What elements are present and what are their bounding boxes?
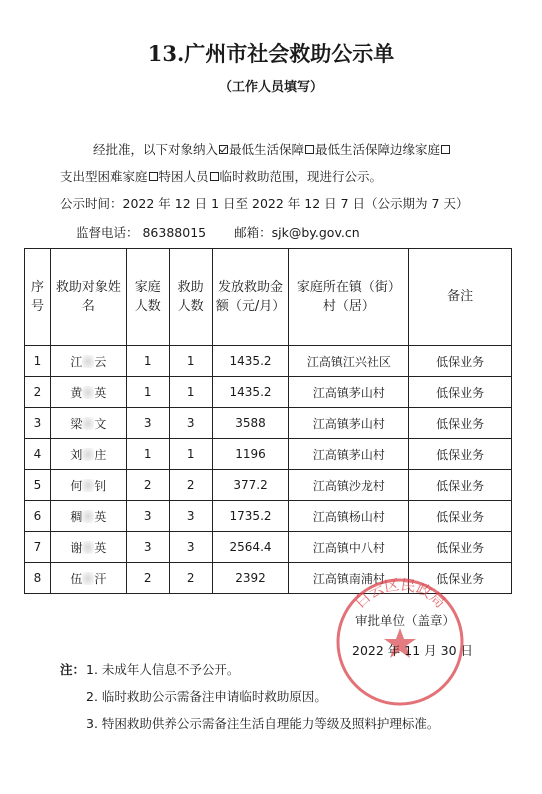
aid-amount: 2392 xyxy=(212,563,289,594)
family-count: 1 xyxy=(126,346,169,377)
option-label: 最低生活保障边缘家庭 xyxy=(315,142,441,157)
phone-text: 监督电话： 86388015 xyxy=(76,225,207,240)
redacted-mark xyxy=(82,479,94,492)
table-row xyxy=(25,408,512,439)
note-item: 1. 未成年人信息不予公开。 xyxy=(86,662,240,677)
village: 江高镇茅山村 xyxy=(289,377,409,408)
aided-count: 3 xyxy=(169,408,212,439)
family-count: 1 xyxy=(126,439,169,470)
village: 江高镇茅山村 xyxy=(289,439,409,470)
email-text: 邮箱：sjk@by.gov.cn xyxy=(234,225,360,240)
header-cell: 救助对象姓名 xyxy=(50,249,126,346)
aid-amount: 2564.4 xyxy=(212,532,289,563)
name-part: 云 xyxy=(94,354,107,369)
page-title: 13.广州市社会救助公示单 xyxy=(147,41,395,66)
aid-amount: 1735.2 xyxy=(212,501,289,532)
note-item: 3. 特困救助供养公示需备注生活自理能力等级及照料护理标准。 xyxy=(86,716,440,731)
family-count: 2 xyxy=(126,470,169,501)
note-item: 2. 临时救助公示需备注申请临时救助原因。 xyxy=(86,689,327,704)
name-part: 钊 xyxy=(94,478,107,493)
svg-text:白云区民政局: 白云区民政局 xyxy=(350,575,450,612)
name-part: 英 xyxy=(94,385,107,400)
recipient-name xyxy=(50,346,126,377)
name-part: 刘 xyxy=(70,447,83,462)
family-count: 3 xyxy=(126,501,169,532)
name-part: 江 xyxy=(70,354,83,369)
recipient-name xyxy=(50,470,126,501)
remark: 低保业务 xyxy=(409,563,512,594)
table-row xyxy=(25,377,512,408)
table-row xyxy=(25,470,512,501)
remark: 低保业务 xyxy=(409,377,512,408)
family-count: 2 xyxy=(126,563,169,594)
table-row xyxy=(25,532,512,563)
table-row xyxy=(25,501,512,532)
table-header-row xyxy=(25,249,512,346)
redacted-mark xyxy=(82,541,94,554)
publicity-period: 公示时间：2022 年 12 日 1 日至 2022 年 12 日 7 日（公示期为 7 天） xyxy=(60,196,469,211)
family-count: 1 xyxy=(126,377,169,408)
table-row xyxy=(25,439,512,470)
intro-text: 经批准，以下对象纳入 xyxy=(93,142,219,157)
name-part: 英 xyxy=(94,540,107,555)
name-part: 文 xyxy=(94,416,107,431)
option-label: 临时救助范围，现进行公示。 xyxy=(219,169,383,184)
intro-line-2 xyxy=(60,167,382,185)
checkbox-icon xyxy=(441,145,450,154)
name-part: 汗 xyxy=(94,571,107,586)
header-cell: 序号 xyxy=(25,249,51,346)
checkbox-icon xyxy=(149,172,158,181)
redacted-mark xyxy=(82,510,94,523)
village: 江高镇茅山村 xyxy=(289,408,409,439)
redacted-mark xyxy=(82,572,94,585)
aid-amount: 377.2 xyxy=(212,470,289,501)
recipient-name xyxy=(50,532,126,563)
aided-count: 3 xyxy=(169,501,212,532)
aid-amount: 1435.2 xyxy=(212,346,289,377)
checkbox-checked-icon xyxy=(219,145,228,154)
village: 江高镇南浦村 xyxy=(289,563,409,594)
recipient-name xyxy=(50,439,126,470)
checkbox-icon xyxy=(210,172,219,181)
village: 江高镇中八村 xyxy=(289,532,409,563)
remark: 低保业务 xyxy=(409,470,512,501)
row-number: 6 xyxy=(25,501,51,532)
name-part: 英 xyxy=(94,509,107,524)
recipient-name xyxy=(50,408,126,439)
name-part: 黄 xyxy=(70,385,83,400)
row-number: 5 xyxy=(25,470,51,501)
header-cell: 救助人数 xyxy=(169,249,212,346)
checkbox-icon xyxy=(305,145,314,154)
aid-table xyxy=(24,248,512,594)
redacted-mark xyxy=(82,386,94,399)
family-count: 3 xyxy=(126,532,169,563)
recipient-name xyxy=(50,501,126,532)
header-cell: 备注 xyxy=(409,249,512,346)
page-subtitle: （工作人员填写） xyxy=(218,80,323,95)
option-label: 支出型困难家庭 xyxy=(60,169,148,184)
name-part: 庄 xyxy=(94,447,107,462)
aided-count: 3 xyxy=(169,532,212,563)
name-part: 谢 xyxy=(70,540,83,555)
aided-count: 1 xyxy=(169,377,212,408)
option-label: 最低生活保障 xyxy=(229,142,305,157)
row-number: 1 xyxy=(25,346,51,377)
family-count: 3 xyxy=(126,408,169,439)
approval-date: 2022 年 11 月 30 日 xyxy=(352,643,473,658)
row-number: 2 xyxy=(25,377,51,408)
remark: 低保业务 xyxy=(409,408,512,439)
redacted-mark xyxy=(82,417,94,430)
notes-label: 注： xyxy=(60,662,86,677)
remark: 低保业务 xyxy=(409,501,512,532)
name-part: 伍 xyxy=(70,571,83,586)
remark: 低保业务 xyxy=(409,439,512,470)
row-number: 8 xyxy=(25,563,51,594)
redacted-mark xyxy=(82,448,94,461)
aid-amount: 1435.2 xyxy=(212,377,289,408)
contact-line xyxy=(76,223,360,241)
aided-count: 2 xyxy=(169,470,212,501)
approval-unit: 审批单位（盖章） xyxy=(355,613,456,628)
row-number: 7 xyxy=(25,532,51,563)
aided-count: 1 xyxy=(169,439,212,470)
aided-count: 1 xyxy=(169,346,212,377)
header-cell: 家庭所在镇（街）村（居） xyxy=(289,249,409,346)
recipient-name xyxy=(50,563,126,594)
name-part: 何 xyxy=(70,478,83,493)
village: 江高镇沙龙村 xyxy=(289,470,409,501)
table-row xyxy=(25,346,512,377)
aid-amount: 1196 xyxy=(212,439,289,470)
remark: 低保业务 xyxy=(409,532,512,563)
row-number: 4 xyxy=(25,439,51,470)
redacted-mark xyxy=(82,355,94,368)
village: 江高镇杨山村 xyxy=(289,501,409,532)
header-cell: 家庭人数 xyxy=(126,249,169,346)
header-cell: 发放救助金额（元/月） xyxy=(212,249,289,346)
intro-line-1 xyxy=(93,140,451,158)
row-number: 3 xyxy=(25,408,51,439)
name-part: 梁 xyxy=(70,416,83,431)
village: 江高镇江兴社区 xyxy=(289,346,409,377)
option-label: 特困人员 xyxy=(158,169,209,184)
aid-amount: 3588 xyxy=(212,408,289,439)
name-part: 稠 xyxy=(70,509,83,524)
remark: 低保业务 xyxy=(409,346,512,377)
recipient-name xyxy=(50,377,126,408)
aided-count: 2 xyxy=(169,563,212,594)
